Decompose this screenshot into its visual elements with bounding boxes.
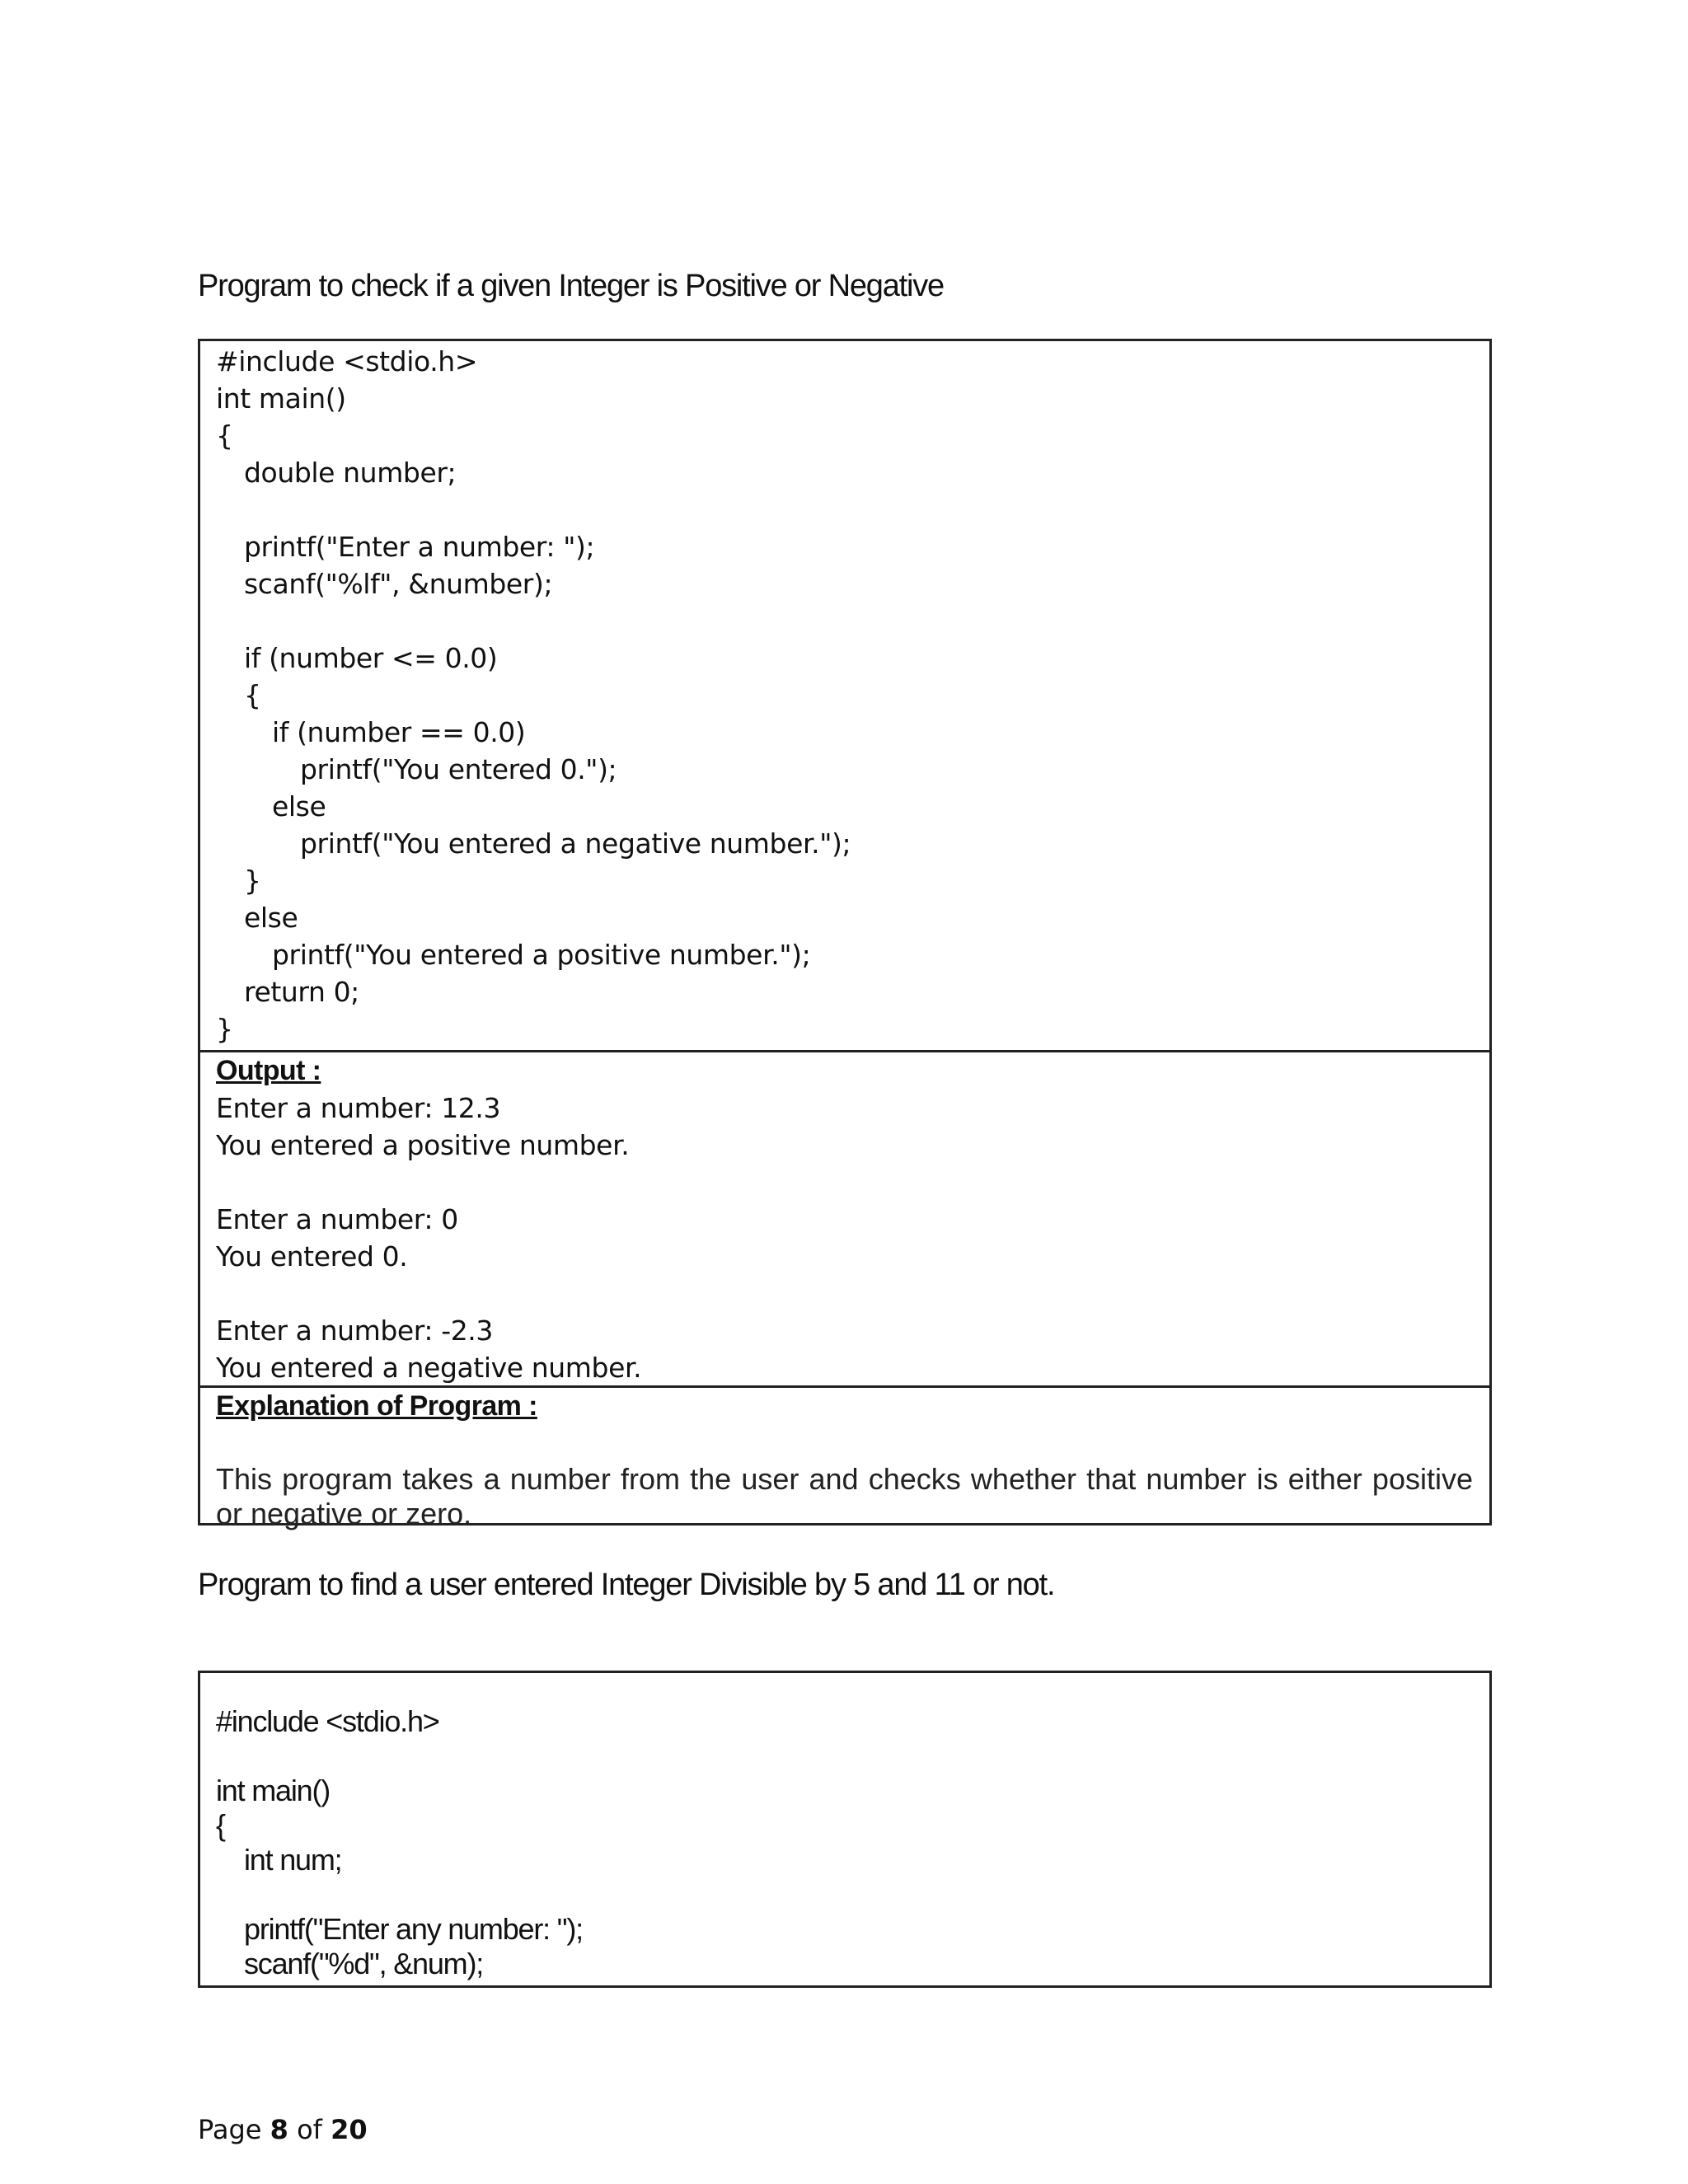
code-line-blank <box>216 602 1473 640</box>
code-line: #include <stdio.h> <box>216 345 478 377</box>
of-word: of <box>297 2114 322 2145</box>
code-line: int num; <box>244 1843 342 1877</box>
code-cell <box>200 1673 1489 1981</box>
output-cell <box>200 1050 1489 1385</box>
code-line: double number; <box>244 457 457 489</box>
code-line: printf("You entered a positive number."); <box>272 939 811 971</box>
output-line: You entered a positive number. <box>216 1129 630 1161</box>
output-line-blank <box>216 1275 1473 1312</box>
section-title-positive-negative: Program to check if a given Integer is Positive or Negative <box>198 269 944 303</box>
explanation-text: This program takes a number from the user and checks whether that number is either positive or negative or zero. <box>216 1462 1473 1530</box>
code-line: int main() <box>216 1774 331 1807</box>
code-line: return 0; <box>244 976 359 1008</box>
output-line: Enter a number: -2.3 <box>216 1315 493 1347</box>
total-pages: 20 <box>331 2114 368 2145</box>
code-line: scanf("%d", &num); <box>244 1947 484 1980</box>
code-line: if (number == 0.0) <box>272 716 526 748</box>
program-table-positive-negative <box>198 339 1492 1530</box>
code-line: printf("You entered a negative number."); <box>300 827 851 860</box>
code-line: printf("Enter a number: "); <box>244 531 595 563</box>
code-line: { <box>244 679 261 711</box>
page-word: Page <box>198 2114 262 2145</box>
code-line: printf("You entered 0."); <box>300 753 617 785</box>
output-line: You entered 0. <box>216 1240 408 1272</box>
program-table-divisible <box>198 1671 1492 1988</box>
output-line-blank <box>216 1164 1473 1201</box>
code-line: else <box>272 790 326 823</box>
code-line: scanf("%lf", &number); <box>244 568 553 600</box>
code-line: } <box>216 1013 233 1045</box>
output-line: Enter a number: 0 <box>216 1203 458 1235</box>
output-heading: Output : <box>216 1055 321 1086</box>
code-line: else <box>244 902 298 934</box>
explanation-cell <box>200 1385 1489 1530</box>
code-line: if (number <= 0.0) <box>244 642 498 674</box>
page-footer <box>198 2114 368 2145</box>
code-line-blank <box>216 1877 1473 1912</box>
code-line: { <box>216 1808 225 1842</box>
code-line-blank <box>216 1739 1473 1774</box>
code-line: { <box>216 419 233 452</box>
code-cell <box>200 341 1489 1050</box>
page-number: 8 <box>270 2114 288 2145</box>
code-line: printf("Enter any number: "); <box>244 1912 583 1946</box>
code-line: int main() <box>216 382 346 415</box>
output-line: Enter a number: 12.3 <box>216 1092 501 1124</box>
code-line: } <box>244 865 261 897</box>
section-title-divisible: Program to find a user entered Integer Divisible by 5 and 11 or not. <box>198 1568 1055 1602</box>
code-line-blank <box>216 491 1473 528</box>
explanation-heading: Explanation of Program : <box>216 1390 537 1422</box>
output-line: You entered a negative number. <box>216 1352 642 1384</box>
code-line: #include <stdio.h> <box>216 1704 439 1738</box>
